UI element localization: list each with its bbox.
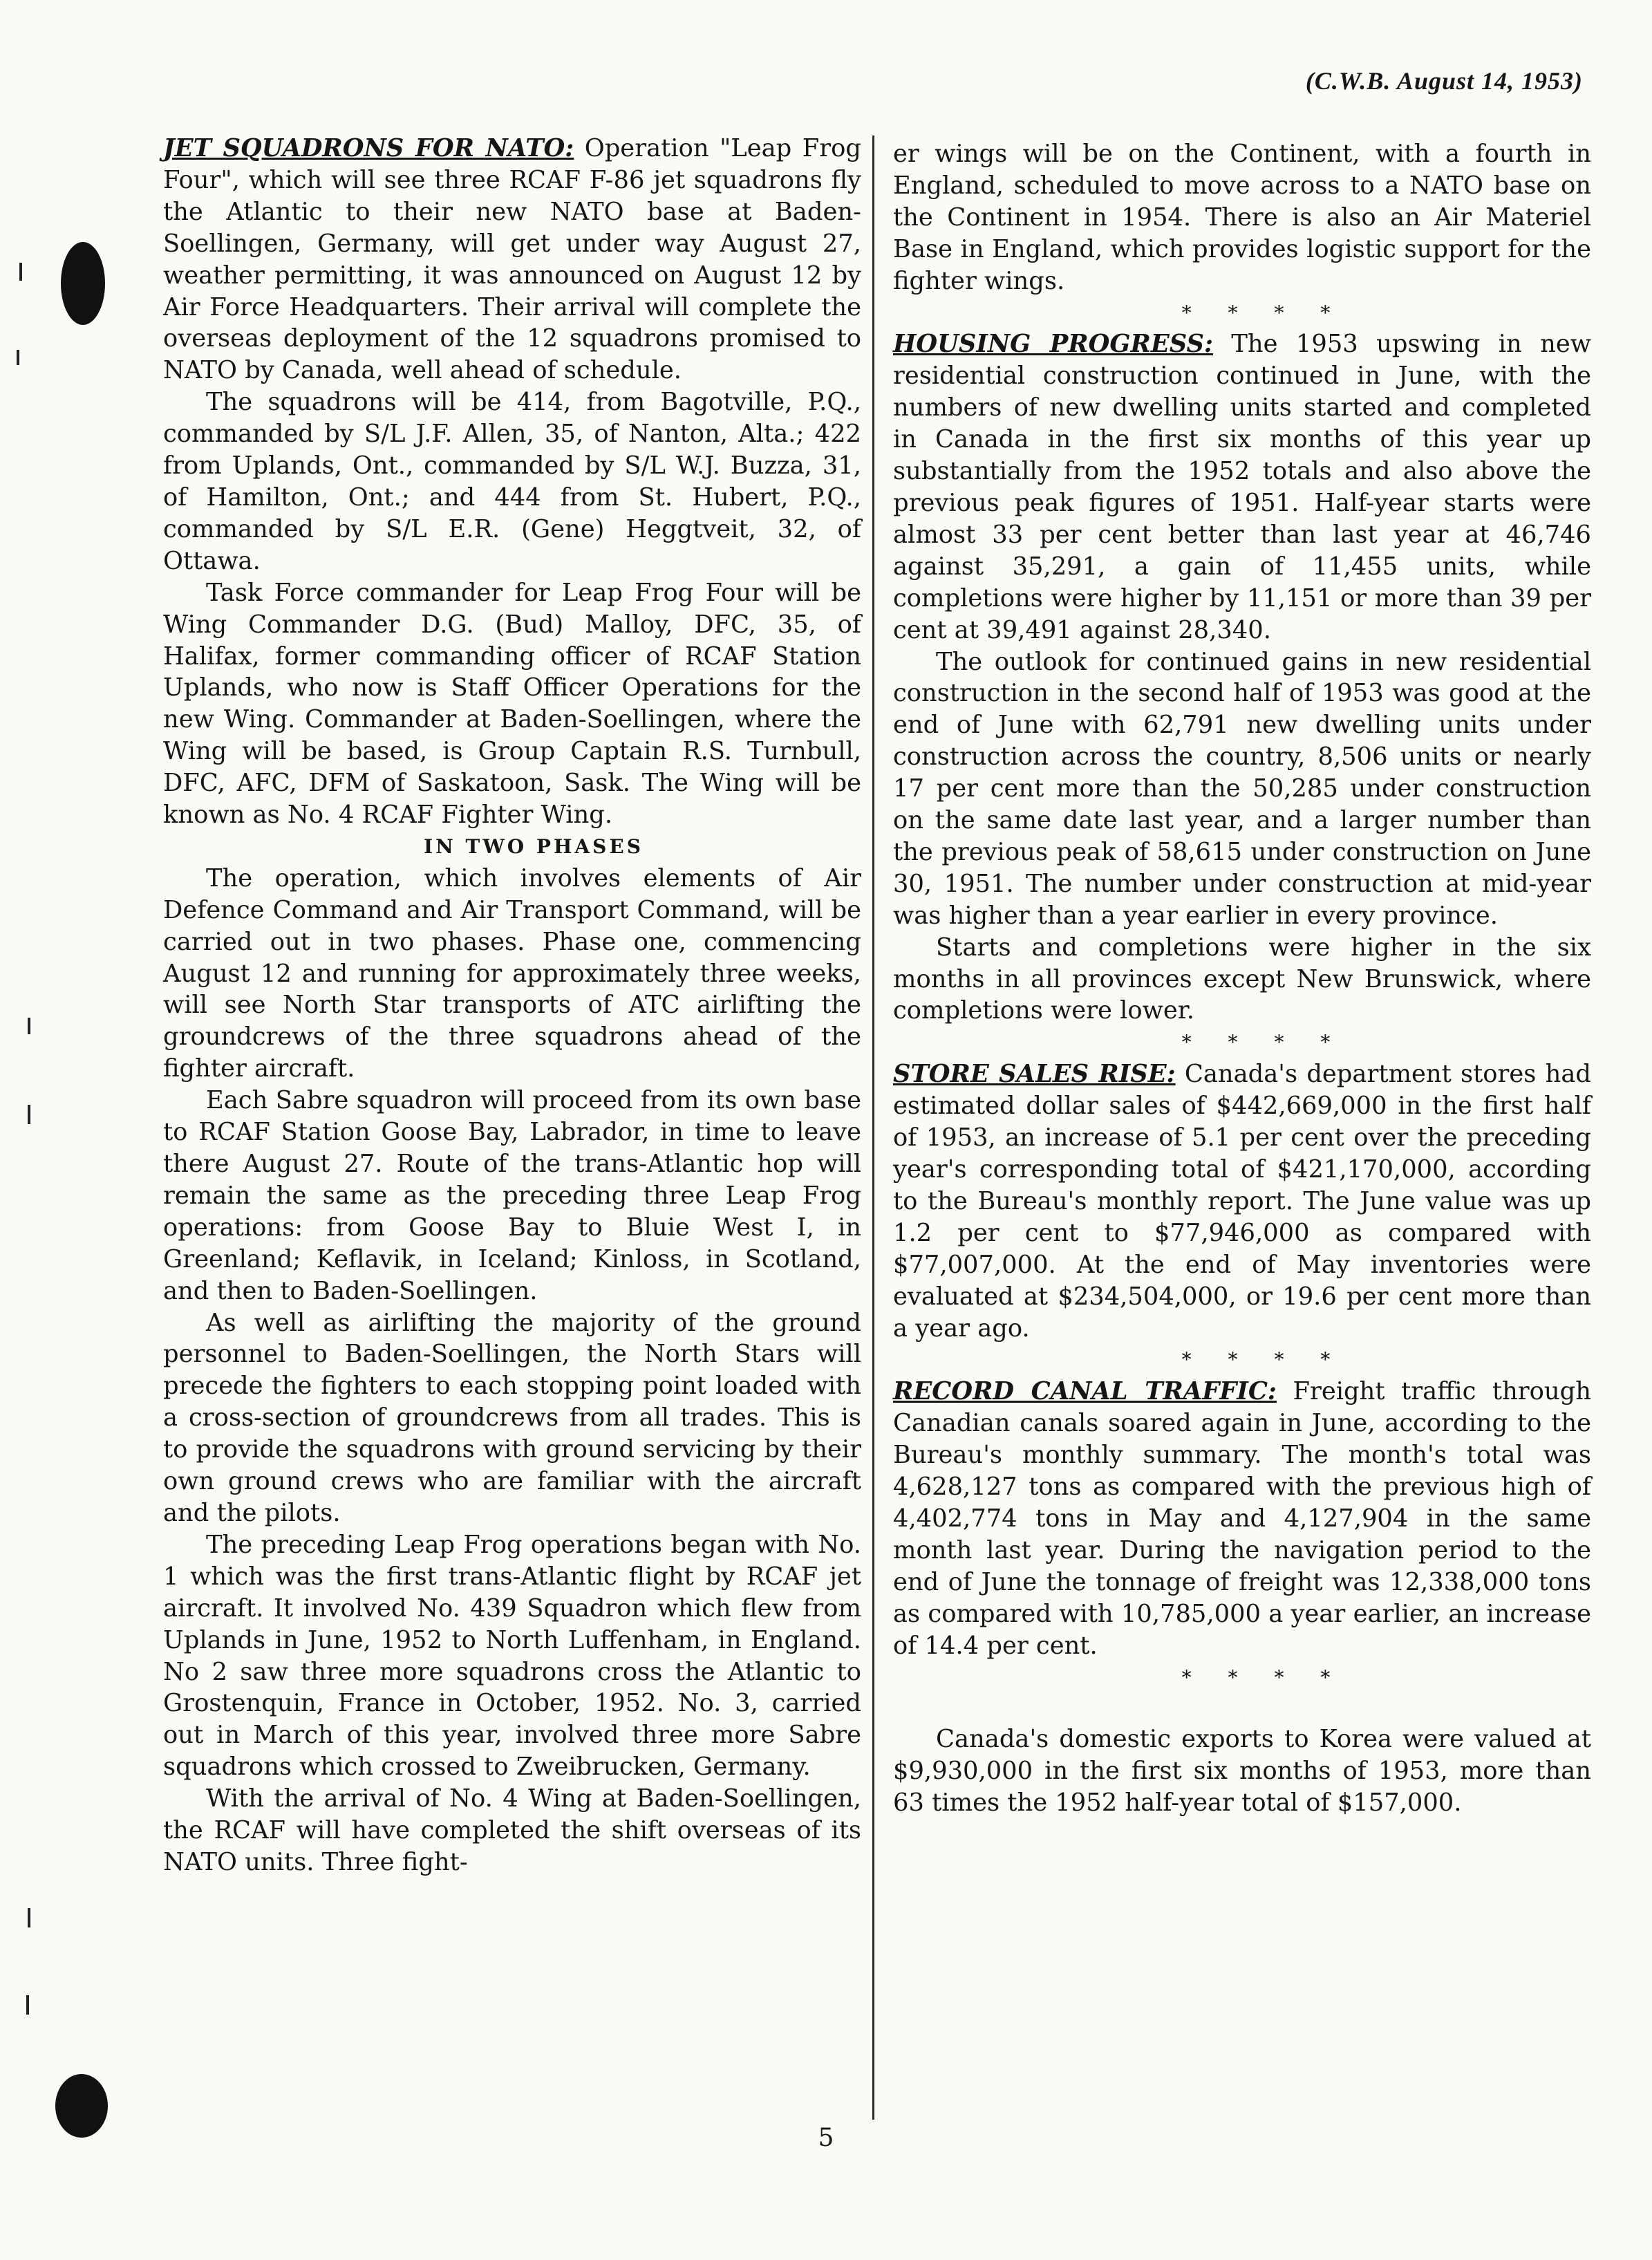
two-phases-subheading: IN TWO PHASES [424,834,644,858]
section-separator: * * * * [1181,1031,1346,1054]
column-divider [872,136,874,2120]
canal-traffic-paragraph [893,1376,1591,1661]
section-separator: * * * * [1181,301,1346,324]
korea-exports-paragraph: Canada's domestic exports to Korea were valued at $9,930,000 in the first six months of 1953, more than 63 times the 1952 half-year total of $157,000. [893,1725,1591,1818]
spacer [893,1693,1591,1724]
housing-paragraph [893,328,1591,646]
jet-squadrons-heading: JET SQUADRONS FOR NATO: [163,134,574,162]
punch-hole [61,242,105,325]
squadrons-paragraph: The squadrons will be 414, from Bagotville, P.Q., commanded by S/L J.F. Allen, 35, of Nanton, Alta.; 422 from Uplands, Ont., commanded by S/L W.J. Buzza, 31, of Hamilton, Ont.; and 444 from St. Hubert, P.Q., commanded by S/L E.R. (Gene) Heggtveit, 32, of Ottawa. [163,388,861,575]
scan-mark [28,1908,30,1927]
section-separator: * * * * [1181,1348,1346,1372]
canal-traffic-heading: RECORD CANAL TRAFFIC: [893,1377,1277,1406]
left-column [163,133,861,1878]
housing-provinces-paragraph: Starts and completions were higher in the six months in all provinces except New Brunswick, where completions were lower. [893,933,1591,1025]
housing-text: The 1953 upswing in new residential construction continued in June, with the numbers of new dwelling units started and completed in Canada in the first six months of this year up substantially from the 1952 totals and also above the previous peak figures of 1951. Half-year starts were almost 33 per cent better than last year at 46,746 against 35,291, a gain of 11,455 units, while completions were higher by 11,151 or more than 39 per cent at 39,491 against 28,340. [893,330,1592,644]
scan-mark [26,1995,29,2015]
airlift-paragraph: As well as airlifting the majority of the ground personnel to Baden-Soellingen, the North Stars will precede the fighters to each stopping point loaded with a cross-section of groundcrews from all trades. This is to provide the squadrons with ground servicing by their own ground crews who are familiar with the aircraft and the pilots. [163,1308,861,1527]
punch-hole [55,2074,108,2138]
housing-outlook-paragraph: The outlook for continued gains in new residential construction in the second half of 1953 was good at the end of June with 62,791 new dwelling units under construction across the country, 8,506 units or nearly 17 per cent more than the 50,285 under construction on the same date last year, and a larger number than the previous peak of 58,615 under construction on June 30, 1951. The number under construction at mid-year was higher than a year earlier in every province. [893,647,1591,930]
page-number: 5 [818,2124,834,2152]
scan-mark [28,1105,30,1124]
jet-squadrons-paragraph [163,133,861,386]
preceding-operations-paragraph: The preceding Leap Frog operations began with No. 1 which was the first trans-Atlantic flight by RCAF jet aircraft. It involved No. 439 Squadron which flew from Uplands in June, 1952 to North Luffenham, in England. No 2 saw three more squadrons cross the Atlantic to Grostenquin, France in October, 1952. No. 3, carried out in March of this year, involved three more Sabre squadrons which crossed to Zweibrucken, Germany. [163,1530,861,1782]
task-force-paragraph: Task Force commander for Leap Frog Four will be Wing Commander D.G. (Bud) Malloy, DFC, 35, of Halifax, former commanding officer of RCAF Station Uplands, who now is Staff Officer Operations for the new Wing. Commander at Baden-Soellingen, where the Wing will be based, is Group Captain R.S. Turnbull, DFC, AFC, DFM of Saskatoon, Sask. The Wing will be known as No. 4 RCAF Fighter Wing. [163,578,861,830]
scan-mark [17,350,19,365]
page-header: (C.W.B. August 14, 1953) [1305,67,1583,95]
scan-mark [28,1018,30,1034]
housing-heading: HOUSING PROGRESS: [893,330,1213,359]
operation-paragraph: The operation, which involves elements of Air Defence Command and Air Transport Command, will be carried out in two phases. Phase one, commencing August 12 and running for approximately three weeks, will see North Star transports of ATC airlifting the groundcrews of the three squadrons ahead of the fighter aircraft. [163,863,861,1083]
store-sales-heading: STORE SALES RISE: [893,1060,1176,1089]
jet-continuation-paragraph: er wings will be on the Continent, with a fourth in England, scheduled to move across to a NATO base on the Continent in 1954. There is also an Air Materiel Base in England, which provides logistic support for the fighter wings. [893,140,1591,295]
canal-traffic-text: Freight traffic through Canadian canals soared again in June, according to the Bureau's monthly summary. The month's total was 4,628,127 tons as compared with the previous high of 4,402,774 tons in May and 4,127,904 in the same month last year. During the navigation period to the end of June the tonnage of freight was 12,338,000 tons as compared with 10,785,000 a year earlier, an increase of 14.4 per cent. [893,1377,1591,1660]
scan-mark [19,263,22,281]
sabre-paragraph: Each Sabre squadron will proceed from its own base to RCAF Station Goose Bay, Labrador, in time to leave there August 27. Route of the trans-Atlantic hop will remain the same as the preceding three Leap Frog operations: from Goose Bay to Bluie West I, in Greenland; Keflavik, in Iceland; Kinloss, in Scotland, and then to Baden-Soellingen. [163,1086,861,1305]
store-sales-text: Canada's department stores had estimated dollar sales of $442,669,000 in the first half of 1953, an increase of 5.1 per cent over the preceding year's corresponding total of $421,170,000, according to the Bureau's monthly report. The June value was up 1.2 per cent to $77,946,000 as compared with $77,007,000. At the end of May inventories were evaluated at $234,504,000, or 19.6 per cent more than a year ago. [893,1060,1591,1343]
right-column [893,138,1591,1819]
section-separator: * * * * [1181,1665,1346,1689]
arrival-paragraph: With the arrival of No. 4 Wing at Baden-Soellingen, the RCAF will have completed the shift overseas of its NATO units. Three fight- [163,1784,861,1876]
store-sales-paragraph [893,1058,1591,1344]
jet-squadrons-text: Operation "Leap Frog Four", which will see three RCAF F-86 jet squadrons fly the Atlantic to their new NATO base at Baden-Soellingen, Germany, will get under way August 27, weather permitting, it was announced on August 12 by Air Force Headquarters. Their arrival will complete the overseas deployment of the 12 squadrons promised to NATO by Canada, well ahead of schedule. [163,134,861,385]
